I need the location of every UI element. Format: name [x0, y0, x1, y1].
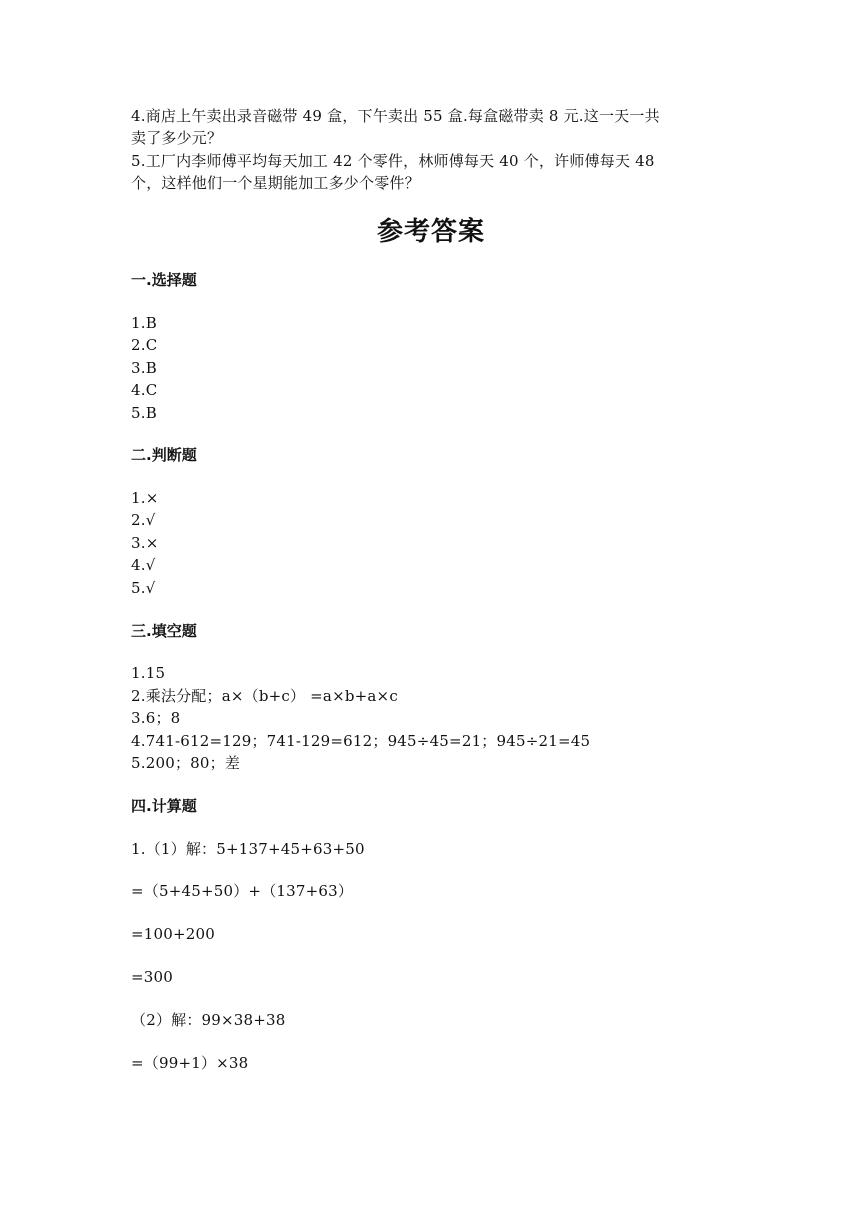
question-4-line-2: 卖了多少元？ [131, 129, 223, 147]
calc-step-4: =300 [131, 968, 173, 986]
choice-answer-4: 4.C [131, 381, 158, 399]
choice-answer-3: 3.B [131, 359, 157, 377]
calc-step-3: =100+200 [131, 925, 215, 943]
judge-answer-1: 1.× [131, 489, 159, 507]
judge-answer-2: 2.√ [131, 511, 156, 529]
choice-answer-2: 2.C [131, 336, 158, 354]
calc-step-1: 1.（1）解：5+137+45+63+50 [131, 840, 365, 858]
judge-answer-4: 4.√ [131, 556, 156, 574]
answers-title: 参考答案 [376, 217, 485, 247]
section-heading-judge: 二.判断题 [131, 446, 197, 464]
fill-answer-4: 4.741-612=129；741-129=612；945÷45=21；945÷21=45 [131, 732, 591, 750]
calc-step-6: =（99+1）×38 [131, 1054, 249, 1072]
question-4-line-1: 4.商店上午卖出录音磁带 49 盒，下午卖出 55 盒.每盒磁带卖 8 元.这一天一共 [131, 107, 660, 125]
choice-answer-5: 5.B [131, 404, 157, 422]
section-heading-calc: 四.计算题 [131, 797, 197, 815]
calc-step-2: =（5+45+50）+（137+63） [131, 882, 354, 900]
section-heading-choice: 一.选择题 [131, 271, 197, 289]
fill-answer-3: 3.6；8 [131, 709, 181, 727]
choice-answer-1: 1.B [131, 314, 157, 332]
judge-answer-5: 5.√ [131, 579, 156, 597]
fill-answer-5: 5.200；80；差 [131, 754, 241, 772]
question-5-line-2: 个，这样他们一个星期能加工多少个零件？ [131, 174, 420, 192]
calc-step-5: （2）解：99×38+38 [131, 1011, 286, 1029]
fill-answer-2: 2.乘法分配；a×（b+c） =a×b+a×c [131, 687, 398, 705]
judge-answer-3: 3.× [131, 534, 159, 552]
fill-answer-1: 1.15 [131, 664, 166, 682]
question-5-line-1: 5.工厂内李师傅平均每天加工 42 个零件，林师傅每天 40 个，许师傅每天 48 [131, 152, 655, 170]
section-heading-fill: 三.填空题 [131, 622, 197, 640]
